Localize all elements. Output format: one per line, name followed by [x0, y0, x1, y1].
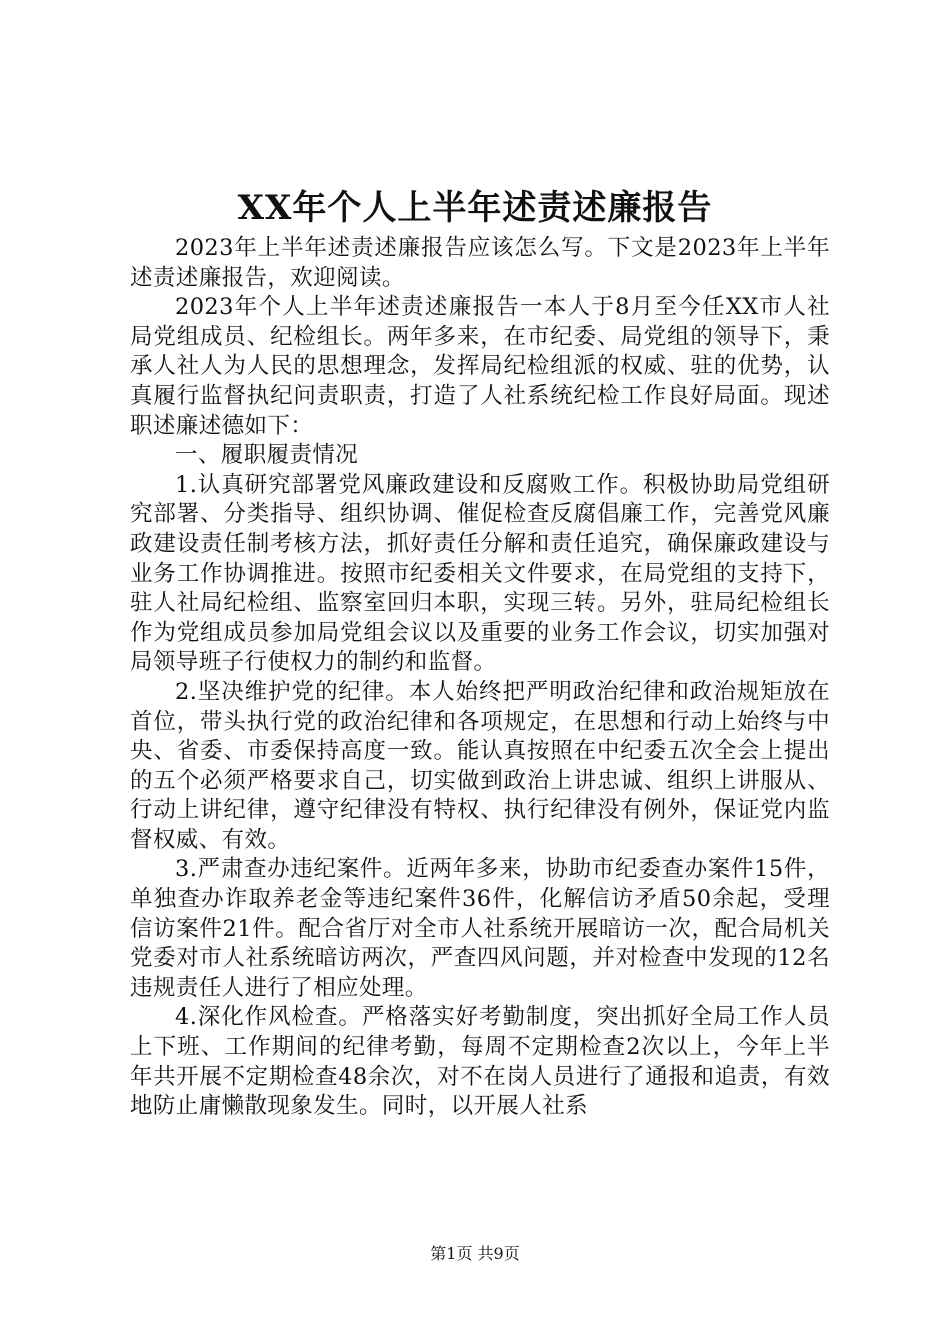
paragraph-item-3: 3.严肃查办违纪案件。近两年多来，协助市纪委查办案件15件，单独查办诈取养老金等违纪案件36件，化解信访矛盾50余起，受理信访案件21件。配合省厅对全市人社系统开展暗访一次，配合局机关党委对市人社系统暗访两次，严查四风问题，并对检查中发现的12名违规责任人进行了相应处理。: [130, 856, 830, 1001]
section-heading-duties: 一、履职履责情况: [175, 442, 359, 469]
paragraph-intro: 2023年上半年述责述廉报告应该怎么写。下文是2023年上半年述责述廉报告，欢迎阅读。: [130, 235, 830, 291]
page-footer: 第1页 共9页: [430, 1244, 520, 1263]
paragraph-overview: 2023年个人上半年述责述廉报告一本人于8月至今任XX市人社局党组成员、纪检组长。两年多来，在市纪委、局党组的领导下，秉承人社人为人民的思想理念，发挥局纪检组派的权威、驻的优势，认真履行监督执纪问责职责，打造了人社系统纪检工作良好局面。现述职述廉述德如下：: [130, 294, 830, 439]
document-title: XX年个人上半年述责述廉报告: [237, 188, 713, 228]
document-body: [130, 234, 830, 1122]
paragraph-item-2: 2.坚决维护党的纪律。本人始终把严明政治纪律和政治规矩放在首位，带头执行党的政治纪律和各项规定，在思想和行动上始终与中央、省委、市委保持高度一致。能认真按照在中纪委五次全会上提出的五个必须严格要求自己，切实做到政治上讲忠诚、组织上讲服从、行动上讲纪律，遵守纪律没有特权、执行纪律没有例外，保证党内监督权威、有效。: [130, 678, 830, 853]
paragraph-item-4: 4.深化作风检查。严格落实好考勤制度，突出抓好全局工作人员上下班、工作期间的纪律考勤，每周不定期检查2次以上，今年上半年共开展不定期检查48余次，对不在岗人员进行了通报和追责，有效地防止庸懒散现象发生。同时，以开展人社系: [130, 1004, 830, 1120]
paragraph-item-1: 1.认真研究部署党风廉政建设和反腐败工作。积极协助局党组研究部署、分类指导、组织协调、催促检查反腐倡廉工作，完善党风廉政建设责任制考核方法，抓好责任分解和责任追究，确保廉政建设与业务工作协调推进。按照市纪委相关文件要求，在局党组的支持下，驻人社局纪检组、监察室回归本职，实现三转。另外，驻局纪检组长作为党组成员参加局党组会议以及重要的业务工作会议，切实加强对局领导班子行使权力的制约和监督。: [130, 471, 830, 676]
